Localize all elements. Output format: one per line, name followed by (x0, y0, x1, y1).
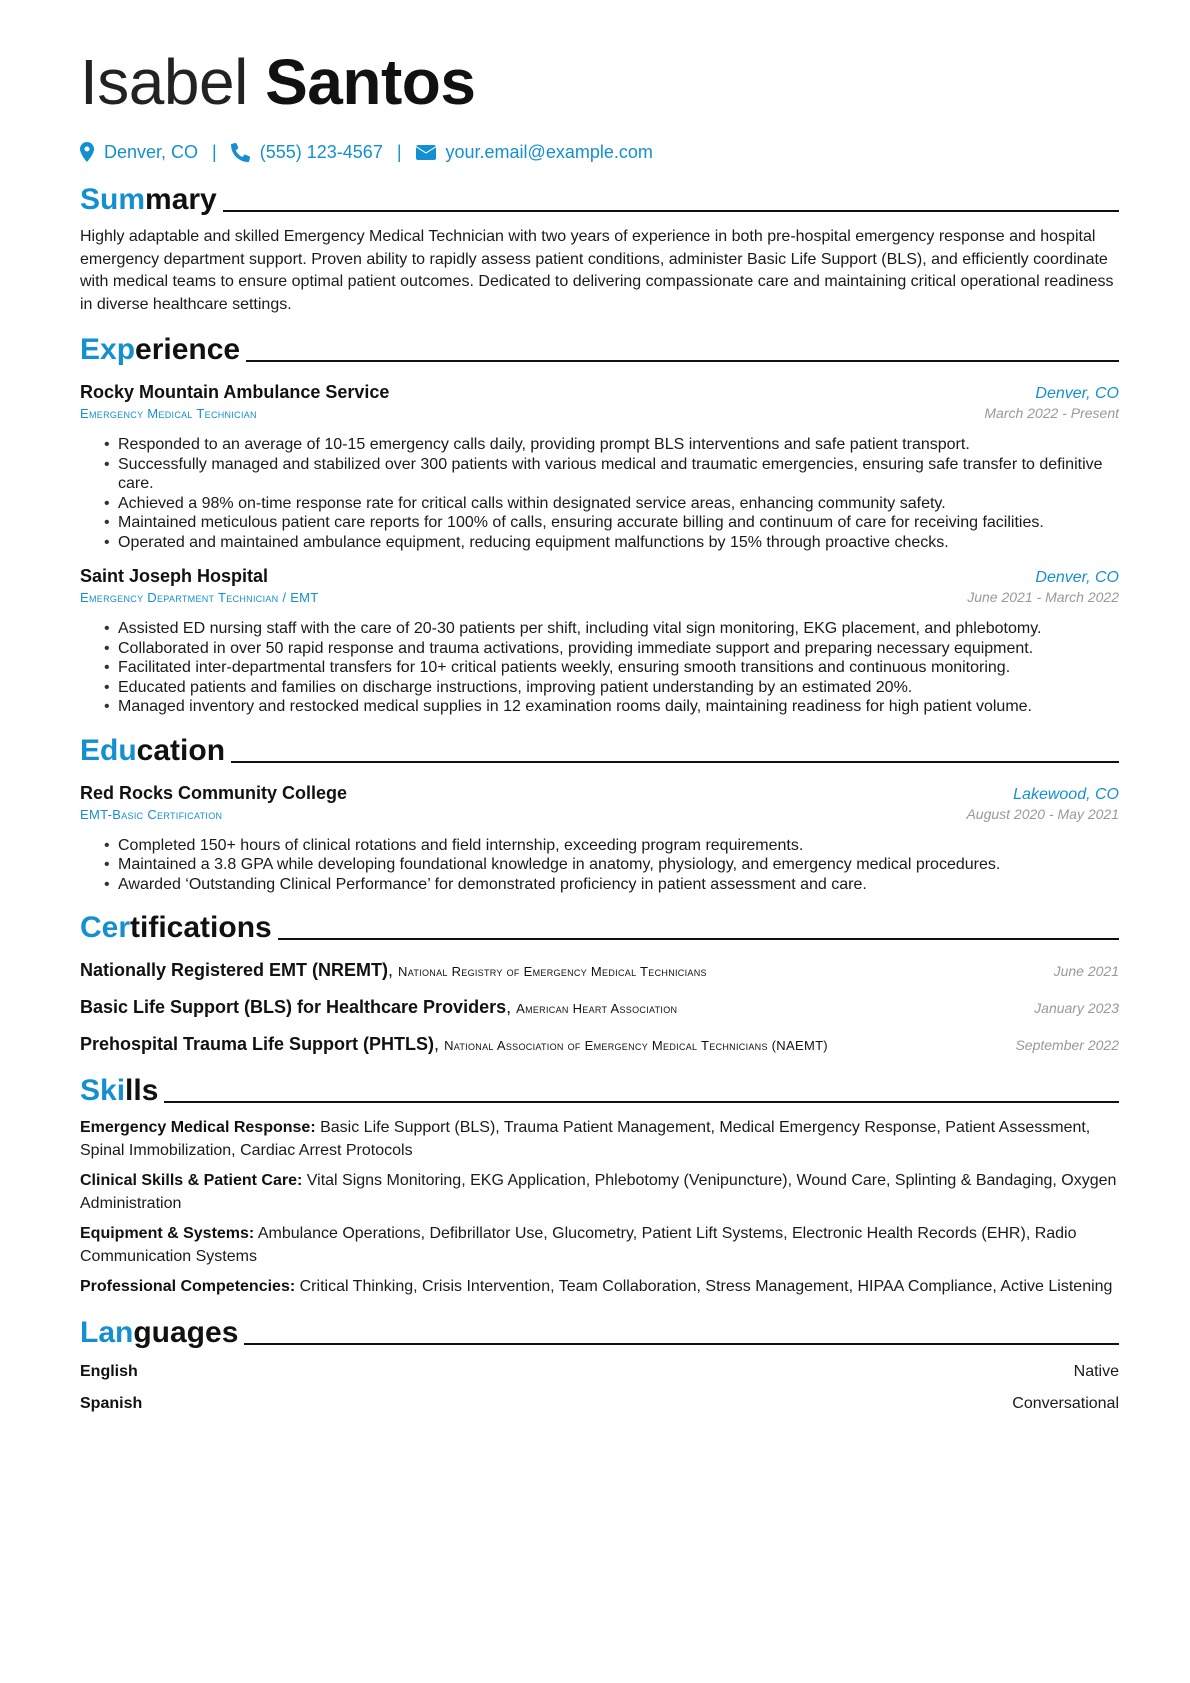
skill-text: Basic Life Support (BLS), Trauma Patient Management, Medical Emergency Response, Patient Assessment, Spinal Immobilization, Cardiac Arrest Protocols (80, 1119, 1091, 1159)
resume-page (80, 40, 1119, 1415)
entry-organization: Saint Joseph Hospital (80, 566, 269, 586)
section-rule (246, 360, 1119, 362)
list-item: • Maintained meticulous patient care reports for 100% of calls, ensuring accurate billing and continuum of care for receiving facilities. (104, 513, 1119, 533)
section-rule (231, 761, 1119, 763)
list-item: • Successfully managed and stabilized over 300 patients with various medical and traumatic emergencies, ensuring safe transfer to definitive care. (104, 455, 1119, 494)
section-skills-heading (80, 1071, 1119, 1109)
skill-label: Emergency Medical Response: (80, 1119, 316, 1136)
experience-entry (80, 382, 1119, 552)
language-name: English (80, 1362, 138, 1380)
entry-location: Lakewood, CO (1013, 785, 1119, 803)
first-name: Isabel (80, 46, 248, 118)
cert-issuer: American Heart Association (516, 1001, 678, 1016)
skill-group (80, 1223, 1119, 1268)
contact-phone[interactable] (231, 142, 383, 163)
cert-date: January 2023 (1034, 1000, 1119, 1016)
list-item: • Maintained a 3.8 GPA while developing foundational knowledge in anatomy, physiology, and emergency medical procedures. (104, 855, 1119, 875)
list-item: • Assisted ED nursing staff with the care of 20-30 patients per shift, including vital sign monitoring, EKG placement, and phlebotomy. (104, 619, 1119, 639)
list-item: • Completed 150+ hours of clinical rotations and field internship, exceeding program requirements. (104, 836, 1119, 856)
skill-label: Professional Competencies: (80, 1278, 296, 1295)
entry-organization: Rocky Mountain Ambulance Service (80, 382, 390, 402)
entry-organization: Red Rocks Community College (80, 782, 348, 803)
section-title: Skills (80, 1074, 159, 1107)
skill-text: Ambulance Operations, Defibrillator Use, Glucometry, Patient Lift Systems, Electronic Health Records (EHR), Radio Communication Systems (80, 1225, 1077, 1265)
contact-email[interactable] (416, 142, 653, 163)
skill-group (80, 1276, 1119, 1299)
entry-dates: March 2022 - Present (984, 405, 1119, 421)
section-title: Certifications (80, 911, 272, 944)
section-summary-heading (80, 180, 1119, 218)
skill-group (80, 1117, 1119, 1162)
phone-text: (555) 123-4567 (259, 141, 383, 162)
entry-bullets (104, 435, 1119, 552)
skill-label: Clinical Skills & Patient Care: (80, 1172, 303, 1189)
language-level: Native (1073, 1362, 1119, 1380)
section-title: Languages (80, 1315, 239, 1349)
contact-separator: | (212, 141, 217, 162)
section-title: Summary (80, 183, 217, 216)
email-text: your.email@example.com (445, 141, 653, 162)
cert-date: September 2022 (1015, 1037, 1119, 1053)
contact-separator: | (396, 141, 402, 162)
cert-issuer: National Registry of Emergency Medical Technicians (398, 964, 707, 979)
location-text: Denver, CO (104, 141, 199, 162)
certification-item: Nationally Registered EMT (NREMT), National Registry of Emergency Medical Technicians June 2021 (80, 960, 1119, 980)
language-name: Spanish (80, 1394, 143, 1412)
language-item (80, 1393, 1119, 1415)
entry-location: Denver, CO (1035, 385, 1119, 402)
entry-dates: August 2020 - May 2021 (966, 805, 1119, 822)
contact-bar (80, 138, 1119, 166)
section-rule (164, 1101, 1119, 1103)
section-rule (278, 938, 1119, 940)
entry-location: Denver, CO (1035, 569, 1119, 586)
section-languages-heading (80, 1313, 1119, 1351)
skill-group (80, 1170, 1119, 1215)
education-entry (80, 783, 1119, 895)
cert-name: Basic Life Support (BLS) for Healthcare Providers (80, 997, 507, 1017)
certification-item: Prehospital Trauma Life Support (PHTLS), National Association of Emergency Medical Technicians (NAEMT) September 2022 (80, 1034, 1119, 1054)
candidate-name (80, 40, 1119, 124)
list-item: • Operated and maintained ambulance equipment, reducing equipment malfunctions by 15% through proactive checks. (104, 533, 1119, 553)
section-title: Education (80, 733, 226, 767)
cert-date: June 2021 (1053, 963, 1119, 979)
summary-text: Highly adaptable and skilled Emergency Medical Technician with two years of experience in both pre-hospital emergency response and hospital emergency department support. Proven ability to rapidly assess patient conditions, administer Basic Life Support (BLS), and efficiently coordinate with medical teams to ensure optimal patient outcomes. Dedicated to delivering compassionate care and maintaining critical operational readiness in diverse healthcare settings. (80, 228, 1114, 313)
section-certifications-heading (80, 908, 1119, 946)
phone-icon (231, 143, 250, 162)
list-item: • Awarded ‘Outstanding Clinical Performance’ for demonstrated proficiency in patient assessment and care. (104, 875, 1119, 895)
list-item: • Responded to an average of 10-15 emergency calls daily, providing prompt BLS interventions and safe patient transport. (104, 435, 1119, 455)
experience-entry (80, 566, 1119, 717)
skill-label: Equipment & Systems: (80, 1225, 255, 1242)
language-level: Conversational (1012, 1394, 1119, 1412)
section-rule (223, 210, 1119, 212)
skill-text: Critical Thinking, Crisis Intervention, Team Collaboration, Stress Management, HIPAA Compliance, Active Listening (299, 1278, 1113, 1295)
cert-name: Prehospital Trauma Life Support (PHTLS) (80, 1034, 435, 1054)
list-item: • Managed inventory and restocked medical supplies in 12 examination rooms daily, maintaining readiness for high patient volume. (104, 697, 1119, 717)
cert-name: Nationally Registered EMT (NREMT) (80, 960, 389, 980)
section-title: Experience (80, 333, 241, 366)
entry-bullets (104, 619, 1119, 717)
entry-bullets (104, 836, 1119, 895)
section-rule (244, 1343, 1119, 1345)
entry-role: Emergency Medical Technician (80, 406, 257, 421)
list-item: • Educated patients and families on discharge instructions, improving patient understanding by an estimated 20%. (104, 678, 1119, 698)
entry-role: EMT-Basic Certification (80, 806, 223, 822)
section-education-heading (80, 731, 1119, 769)
envelope-icon (416, 145, 436, 160)
cert-issuer: National Association of Emergency Medical Technicians (NAEMT) (444, 1038, 828, 1053)
entry-dates: June 2021 - March 2022 (967, 589, 1119, 605)
contact-location (80, 142, 198, 163)
skill-text: Vital Signs Monitoring, EKG Application, Phlebotomy (Venipuncture), Wound Care, Splinting & Bandaging, Oxygen Administration (80, 1172, 1117, 1212)
entry-role: Emergency Department Technician / EMT (80, 590, 319, 605)
language-item (80, 1361, 1119, 1383)
map-pin-icon (80, 142, 94, 162)
list-item: • Facilitated inter-departmental transfers for 10+ critical patients weekly, ensuring smooth transitions and continuous monitoring. (104, 658, 1119, 678)
last-name: Santos (265, 46, 476, 118)
section-experience-heading (80, 330, 1119, 368)
certification-item: Basic Life Support (BLS) for Healthcare Providers, American Heart Association January 2023 (80, 997, 1119, 1017)
list-item: • Achieved a 98% on-time response rate for critical calls within designated service areas, enhancing community safety. (104, 494, 1119, 514)
list-item: • Collaborated in over 50 rapid response and trauma activations, providing immediate support and preparing necessary equipment. (104, 639, 1119, 659)
